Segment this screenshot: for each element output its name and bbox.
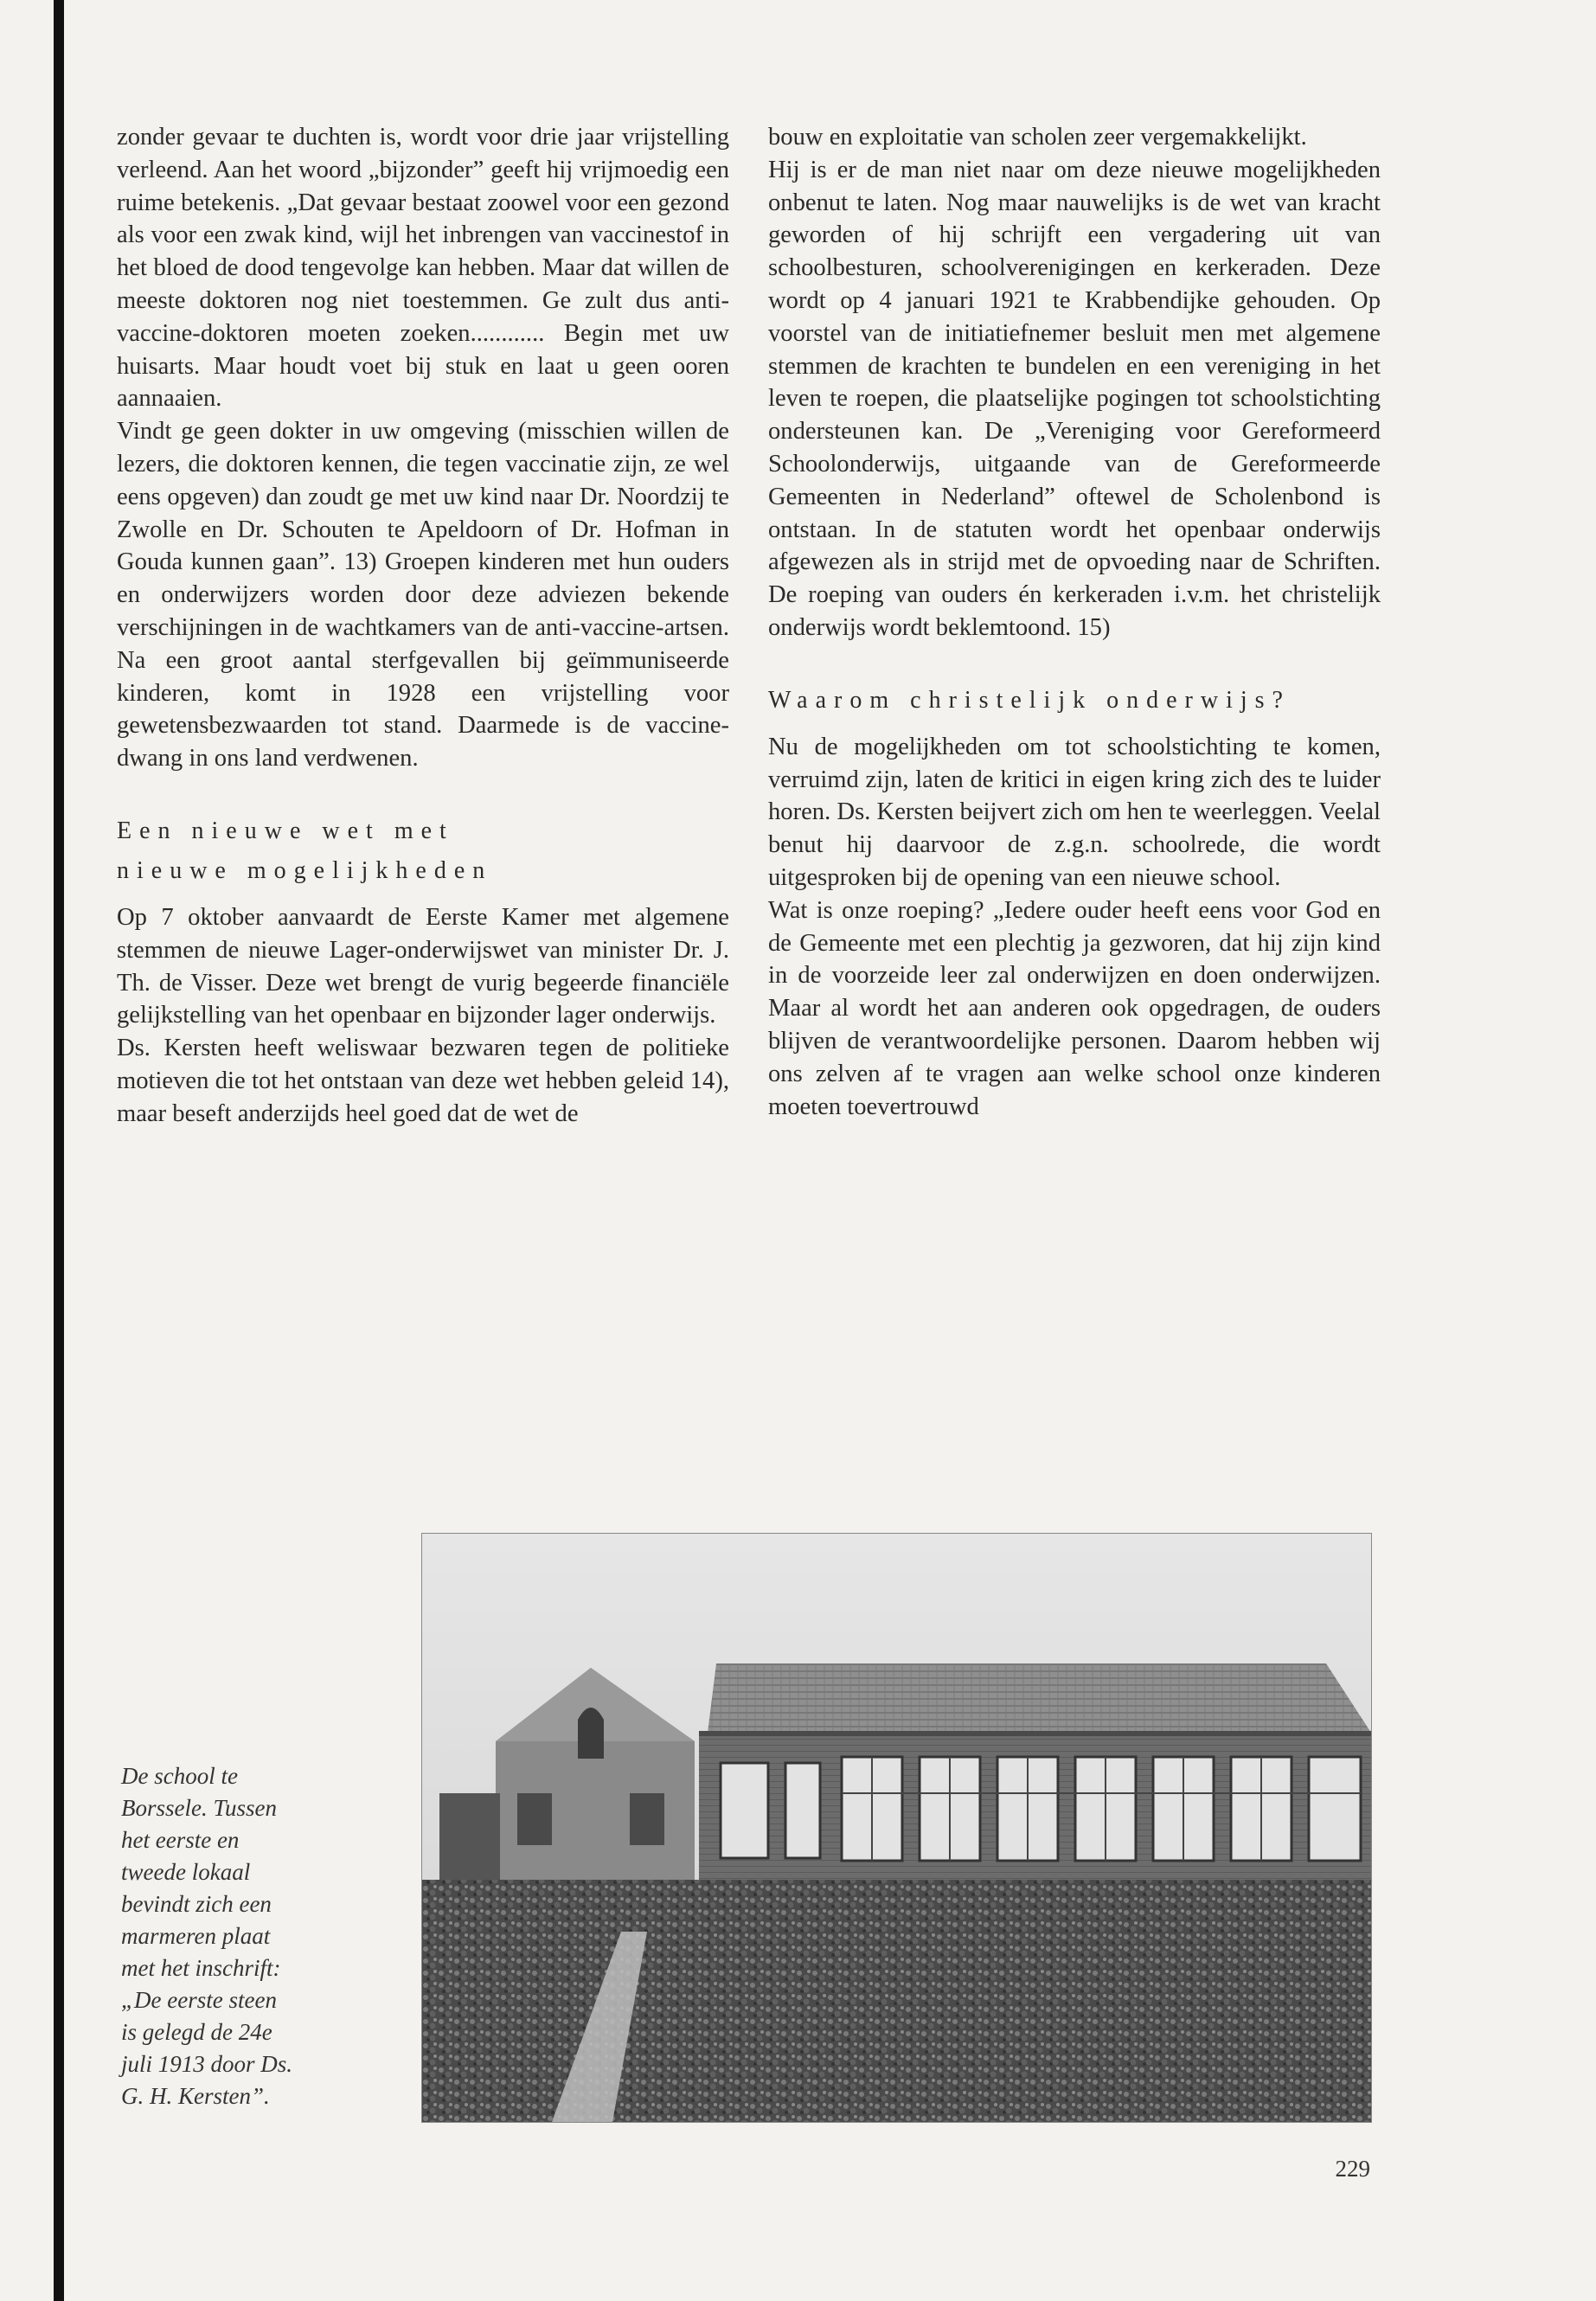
section-heading-new-law bbox=[117, 811, 729, 891]
section-heading-christian-education bbox=[768, 681, 1381, 721]
caption-line: De school te bbox=[121, 1763, 238, 1789]
right-paragraph-1: bouw en exploitatie van scholen zeer vergemakkelijkt. bbox=[768, 124, 1307, 151]
caption-line: marmeren plaat bbox=[121, 1923, 271, 1949]
garden-foliage bbox=[422, 1880, 1371, 2122]
left-paragraph-1: zonder gevaar te duchten is, wordt voor drie jaar vrijstelling verleend. Aan het woord „bijzonder” geeft hij vrijmoedig een ruime betekenis. „Dat gevaar bestaat zoowel voor een gezond als voor een zwak kind, wijl het inbrengen van vaccinestof in het bloed de dood tengevolge kan hebben. Maar dat willen de meeste doktoren nog niet toestemmen. Ge zult dus anti-vaccine-doktoren moeten zoeken............ Begin met uw huisarts. Maar houdt voet bij stuk en laat u geen ooren aannaaien. bbox=[117, 124, 729, 413]
left-column bbox=[117, 121, 729, 1131]
photo-caption bbox=[121, 1760, 407, 2112]
left-paragraph-2: Vindt ge geen dokter in uw omgeving (misschien willen de lezers, die doktoren kennen, die tegen vaccinatie zijn, ze wel eens opgeven) dan zoudt ge met uw kind naar Dr. Noordzij te Zwolle en Dr. Schouten te Apeldoorn of Dr. Hofman in Gouda kunnen gaan”. 13) Groepen kinderen met hun ouders en onderwijzers worden door deze adviezen bekende verschijningen in de wachtkamers van de anti-vaccine-artsen. Na een groot aantal sterfgevallen bij geïmmuniseerde kinderen, komt in 1928 een vrijstelling voor gewetensbezwaarden tot stand. Daarmede is de vaccine-dwang in ons land verdwenen. bbox=[117, 418, 729, 772]
caption-line: bevindt zich een bbox=[121, 1891, 272, 1917]
caption-line: is gelegd de 24e bbox=[121, 2019, 272, 2045]
section-heading-line-2: nieuwe mogelijkheden bbox=[117, 856, 493, 884]
caption-line: het eerste en bbox=[121, 1827, 240, 1853]
left-paragraph-4: Ds. Kersten heeft weliswaar bezwaren tegen de politieke motieven die tot het ontstaan van deze wet hebben geleid 14), maar beseft anderzijds heel goed dat de wet de bbox=[117, 1035, 729, 1127]
right-paragraph-3: Nu de mogelijkheden om tot schoolstichting te komen, verruimd zijn, laten de kritici in eigen kring zich des te luider horen. Ds. Kersten beijvert zich om hen te weerleggen. Veelal benut hij daarvoor de z.g.n. schoolrede, die wordt uitgesproken bij de opening van een nieuwe school. bbox=[768, 733, 1381, 891]
right-paragraph-4: Wat is onze roeping? „Iedere ouder heeft eens voor God en de Gemeente met een plechtig ja gezworen, dat hij zijn kind in de voorzeide leer zal onderwijzen en doen onderwijzen. Maar al wordt het aan anderen ook opgedragen, de ouders blijven de verantwoordelijke personen. Daarom hebben wij ons zelven af te vragen aan welke school onze kinderen moeten toevertrouwd bbox=[768, 896, 1381, 1120]
caption-line: Borssele. Tussen bbox=[121, 1795, 278, 1821]
caption-line: juli 1913 door Ds. bbox=[121, 2051, 293, 2077]
caption-line: tweede lokaal bbox=[121, 1859, 251, 1885]
school-photo-drawing bbox=[422, 1534, 1371, 2122]
caption-line: G. H. Kersten”. bbox=[121, 2083, 270, 2109]
caption-line: „De eerste steen bbox=[121, 1987, 277, 2013]
binding-edge bbox=[54, 0, 64, 2301]
school-windows bbox=[721, 1757, 1361, 1861]
right-column bbox=[768, 121, 1381, 1123]
right-paragraph-2: Hij is er de man niet naar om deze nieuwe mogelijkheden onbenut te laten. Nog maar nauwelijks is de wet van kracht geworden of hij schrijft een vergadering uit van schoolbesturen, schoolverenigingen en kerkeraden. Deze wordt op 4 januari 1921 te Krabbendijke gehouden. Op voorstel van de initiatiefnemer besluit men met algemene stemmen de krachten te bundelen en een vereniging in het leven te roepen, die plaatselijke pogingen tot schoolstichting ondersteunen kan. De „Vereniging voor Gereformeerd Schoolonderwijs, uitgaande van de Gereformeerde Gemeenten in Nederland” oftewel de Scholenbond is ontstaan. In de statuten wordt het openbaar onderwijs afgewezen als in strijd met de opvoeding naar de Schriften. De roeping van ouders én kerkeraden i.v.m. het christelijk onderwijs wordt beklemtoond. 15) bbox=[768, 156, 1381, 641]
section-heading-line-1: Een nieuwe wet met bbox=[117, 817, 454, 844]
section-heading-text: Waarom christelijk onderwijs? bbox=[768, 686, 1291, 714]
left-paragraph-3: Op 7 oktober aanvaardt de Eerste Kamer met algemene stemmen de nieuwe Lager-onderwijswet van minister Dr. J. Th. de Visser. Deze wet brengt de vurig begeerde financiële gelijkstelling van het openbaar en bijzonder lager onderwijs. bbox=[117, 903, 729, 1029]
school-photo bbox=[421, 1533, 1372, 2123]
page-number: 229 bbox=[1335, 2156, 1370, 2182]
caption-line: met het inschrift: bbox=[121, 1955, 281, 1981]
